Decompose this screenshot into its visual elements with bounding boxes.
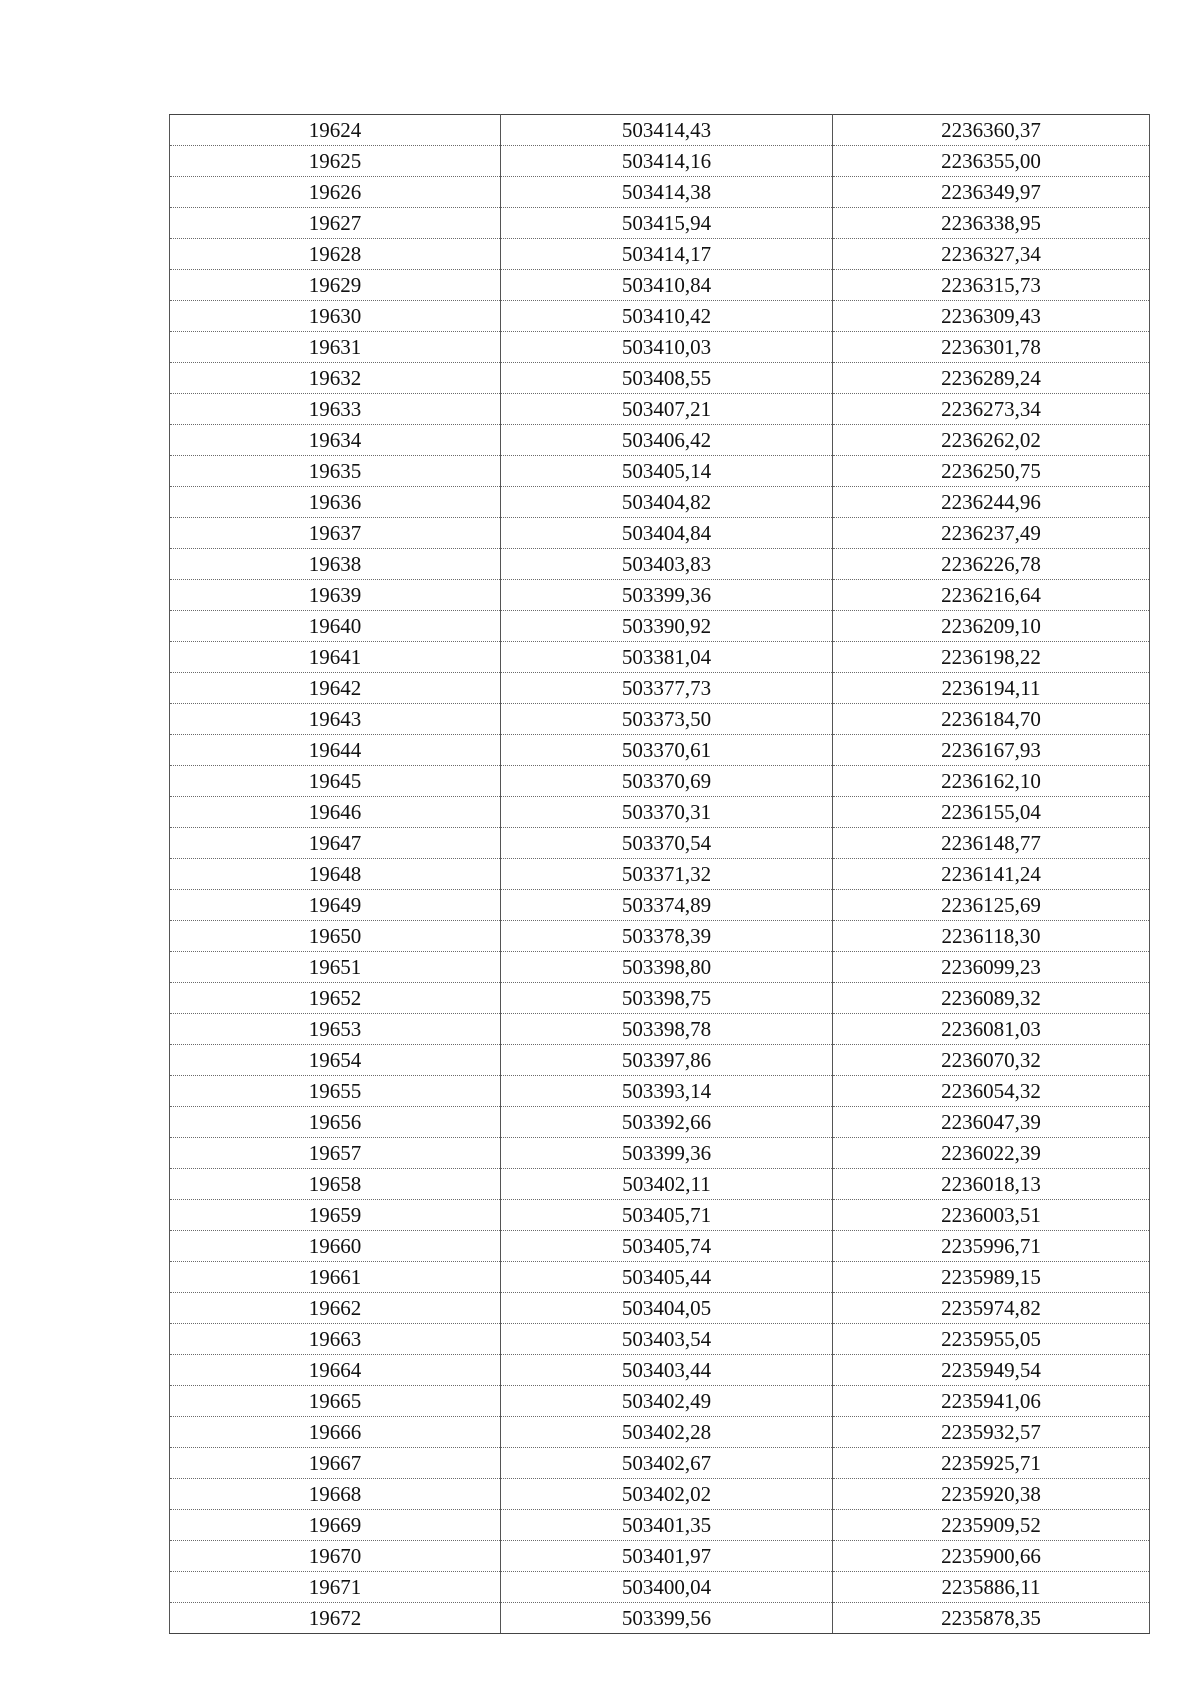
point-number-cell: 19640 [170,611,501,642]
table-row [170,673,1150,704]
x-coordinate-cell: 503370,54 [501,828,833,859]
point-number-cell: 19672 [170,1603,501,1634]
point-number-cell: 19649 [170,890,501,921]
x-coordinate-cell: 503381,04 [501,642,833,673]
x-coordinate-cell: 503377,73 [501,673,833,704]
point-number-cell: 19638 [170,549,501,580]
x-coordinate-cell: 503370,69 [501,766,833,797]
point-number-cell: 19666 [170,1417,501,1448]
table-row [170,1107,1150,1138]
table-row [170,1417,1150,1448]
x-coordinate-cell: 503400,04 [501,1572,833,1603]
point-number-cell: 19624 [170,115,501,146]
x-coordinate-cell: 503399,36 [501,1138,833,1169]
table-row [170,1386,1150,1417]
y-coordinate-cell: 2235932,57 [833,1417,1150,1448]
table-row [170,1045,1150,1076]
x-coordinate-cell: 503415,94 [501,208,833,239]
y-coordinate-cell: 2236018,13 [833,1169,1150,1200]
y-coordinate-cell: 2236162,10 [833,766,1150,797]
point-number-cell: 19637 [170,518,501,549]
point-number-cell: 19625 [170,146,501,177]
point-number-cell: 19631 [170,332,501,363]
table-row [170,704,1150,735]
table-row [170,1510,1150,1541]
x-coordinate-cell: 503406,42 [501,425,833,456]
x-coordinate-cell: 503404,82 [501,487,833,518]
x-coordinate-cell: 503410,42 [501,301,833,332]
x-coordinate-cell: 503405,44 [501,1262,833,1293]
point-number-cell: 19663 [170,1324,501,1355]
point-number-cell: 19659 [170,1200,501,1231]
point-number-cell: 19653 [170,1014,501,1045]
table-row [170,177,1150,208]
x-coordinate-cell: 503405,14 [501,456,833,487]
y-coordinate-cell: 2236184,70 [833,704,1150,735]
y-coordinate-cell: 2236273,34 [833,394,1150,425]
x-coordinate-cell: 503402,67 [501,1448,833,1479]
point-number-cell: 19654 [170,1045,501,1076]
point-number-cell: 19671 [170,1572,501,1603]
table-row [170,239,1150,270]
y-coordinate-cell: 2235949,54 [833,1355,1150,1386]
table-row [170,952,1150,983]
x-coordinate-cell: 503414,16 [501,146,833,177]
table-row [170,1603,1150,1634]
x-coordinate-cell: 503371,32 [501,859,833,890]
y-coordinate-cell: 2236125,69 [833,890,1150,921]
y-coordinate-cell: 2236118,30 [833,921,1150,952]
point-number-cell: 19626 [170,177,501,208]
y-coordinate-cell: 2236167,93 [833,735,1150,766]
point-number-cell: 19662 [170,1293,501,1324]
x-coordinate-cell: 503393,14 [501,1076,833,1107]
x-coordinate-cell: 503402,02 [501,1479,833,1510]
point-number-cell: 19660 [170,1231,501,1262]
x-coordinate-cell: 503397,86 [501,1045,833,1076]
table-row [170,1076,1150,1107]
x-coordinate-cell: 503370,31 [501,797,833,828]
table-row [170,1572,1150,1603]
y-coordinate-cell: 2236089,32 [833,983,1150,1014]
point-number-cell: 19665 [170,1386,501,1417]
x-coordinate-cell: 503374,89 [501,890,833,921]
point-number-cell: 19668 [170,1479,501,1510]
y-coordinate-cell: 2235878,35 [833,1603,1150,1634]
y-coordinate-cell: 2236327,34 [833,239,1150,270]
x-coordinate-cell: 503398,75 [501,983,833,1014]
y-coordinate-cell: 2235909,52 [833,1510,1150,1541]
point-number-cell: 19657 [170,1138,501,1169]
table-row [170,828,1150,859]
x-coordinate-cell: 503403,54 [501,1324,833,1355]
point-number-cell: 19647 [170,828,501,859]
table-row [170,1262,1150,1293]
y-coordinate-cell: 2236099,23 [833,952,1150,983]
point-number-cell: 19643 [170,704,501,735]
table-row [170,363,1150,394]
point-number-cell: 19664 [170,1355,501,1386]
y-coordinate-cell: 2236148,77 [833,828,1150,859]
x-coordinate-cell: 503414,38 [501,177,833,208]
y-coordinate-cell: 2236047,39 [833,1107,1150,1138]
point-number-cell: 19628 [170,239,501,270]
table-row [170,394,1150,425]
y-coordinate-cell: 2236289,24 [833,363,1150,394]
x-coordinate-cell: 503373,50 [501,704,833,735]
table-row [170,487,1150,518]
table-row [170,859,1150,890]
point-number-cell: 19646 [170,797,501,828]
x-coordinate-cell: 503399,36 [501,580,833,611]
y-coordinate-cell: 2236194,11 [833,673,1150,704]
table-row [170,425,1150,456]
table-row [170,456,1150,487]
point-number-cell: 19635 [170,456,501,487]
y-coordinate-cell: 2236237,49 [833,518,1150,549]
y-coordinate-cell: 2235920,38 [833,1479,1150,1510]
x-coordinate-cell: 503399,56 [501,1603,833,1634]
y-coordinate-cell: 2236262,02 [833,425,1150,456]
point-number-cell: 19644 [170,735,501,766]
table-row [170,1200,1150,1231]
point-number-cell: 19634 [170,425,501,456]
table-row [170,797,1150,828]
point-number-cell: 19630 [170,301,501,332]
point-number-cell: 19651 [170,952,501,983]
y-coordinate-cell: 2235925,71 [833,1448,1150,1479]
point-number-cell: 19655 [170,1076,501,1107]
point-number-cell: 19636 [170,487,501,518]
table-row [170,890,1150,921]
y-coordinate-cell: 2235900,66 [833,1541,1150,1572]
table-row [170,301,1150,332]
y-coordinate-cell: 2236355,00 [833,146,1150,177]
x-coordinate-cell: 503370,61 [501,735,833,766]
y-coordinate-cell: 2236250,75 [833,456,1150,487]
point-number-cell: 19658 [170,1169,501,1200]
x-coordinate-cell: 503410,84 [501,270,833,301]
x-coordinate-cell: 503401,35 [501,1510,833,1541]
x-coordinate-cell: 503398,78 [501,1014,833,1045]
x-coordinate-cell: 503404,84 [501,518,833,549]
table-row [170,735,1150,766]
table-row [170,611,1150,642]
table-row [170,1014,1150,1045]
y-coordinate-cell: 2236315,73 [833,270,1150,301]
y-coordinate-cell: 2236141,24 [833,859,1150,890]
coordinates-table-body [170,115,1150,1634]
x-coordinate-cell: 503398,80 [501,952,833,983]
x-coordinate-cell: 503404,05 [501,1293,833,1324]
table-row [170,766,1150,797]
y-coordinate-cell: 2236244,96 [833,487,1150,518]
point-number-cell: 19645 [170,766,501,797]
point-number-cell: 19661 [170,1262,501,1293]
y-coordinate-cell: 2235996,71 [833,1231,1150,1262]
coordinates-table [169,114,1150,1634]
table-row [170,332,1150,363]
y-coordinate-cell: 2236360,37 [833,115,1150,146]
table-row [170,1448,1150,1479]
table-row [170,1231,1150,1262]
y-coordinate-cell: 2236081,03 [833,1014,1150,1045]
y-coordinate-cell: 2236349,97 [833,177,1150,208]
y-coordinate-cell: 2236216,64 [833,580,1150,611]
table-row [170,1324,1150,1355]
point-number-cell: 19632 [170,363,501,394]
x-coordinate-cell: 503401,97 [501,1541,833,1572]
y-coordinate-cell: 2236338,95 [833,208,1150,239]
y-coordinate-cell: 2236070,32 [833,1045,1150,1076]
x-coordinate-cell: 503392,66 [501,1107,833,1138]
x-coordinate-cell: 503390,92 [501,611,833,642]
table-row [170,1293,1150,1324]
y-coordinate-cell: 2235955,05 [833,1324,1150,1355]
table-row [170,1479,1150,1510]
y-coordinate-cell: 2235989,15 [833,1262,1150,1293]
point-number-cell: 19652 [170,983,501,1014]
table-row [170,580,1150,611]
y-coordinate-cell: 2236198,22 [833,642,1150,673]
x-coordinate-cell: 503414,17 [501,239,833,270]
x-coordinate-cell: 503402,28 [501,1417,833,1448]
point-number-cell: 19648 [170,859,501,890]
table-row [170,921,1150,952]
point-number-cell: 19650 [170,921,501,952]
table-row [170,115,1150,146]
table-row [170,518,1150,549]
y-coordinate-cell: 2236054,32 [833,1076,1150,1107]
x-coordinate-cell: 503407,21 [501,394,833,425]
point-number-cell: 19641 [170,642,501,673]
x-coordinate-cell: 503378,39 [501,921,833,952]
y-coordinate-cell: 2236155,04 [833,797,1150,828]
table-row [170,1138,1150,1169]
point-number-cell: 19629 [170,270,501,301]
point-number-cell: 19670 [170,1541,501,1572]
x-coordinate-cell: 503414,43 [501,115,833,146]
table-row [170,208,1150,239]
x-coordinate-cell: 503405,71 [501,1200,833,1231]
x-coordinate-cell: 503408,55 [501,363,833,394]
table-row [170,642,1150,673]
x-coordinate-cell: 503402,49 [501,1386,833,1417]
point-number-cell: 19633 [170,394,501,425]
point-number-cell: 19627 [170,208,501,239]
y-coordinate-cell: 2236022,39 [833,1138,1150,1169]
point-number-cell: 19642 [170,673,501,704]
y-coordinate-cell: 2235974,82 [833,1293,1150,1324]
y-coordinate-cell: 2236003,51 [833,1200,1150,1231]
point-number-cell: 19656 [170,1107,501,1138]
y-coordinate-cell: 2235886,11 [833,1572,1150,1603]
table-row [170,549,1150,580]
table-row [170,270,1150,301]
y-coordinate-cell: 2236301,78 [833,332,1150,363]
table-row [170,1169,1150,1200]
y-coordinate-cell: 2236226,78 [833,549,1150,580]
table-row [170,1355,1150,1386]
table-row [170,1541,1150,1572]
x-coordinate-cell: 503403,83 [501,549,833,580]
x-coordinate-cell: 503405,74 [501,1231,833,1262]
point-number-cell: 19669 [170,1510,501,1541]
x-coordinate-cell: 503403,44 [501,1355,833,1386]
table-row [170,146,1150,177]
point-number-cell: 19667 [170,1448,501,1479]
y-coordinate-cell: 2236209,10 [833,611,1150,642]
y-coordinate-cell: 2236309,43 [833,301,1150,332]
x-coordinate-cell: 503410,03 [501,332,833,363]
point-number-cell: 19639 [170,580,501,611]
y-coordinate-cell: 2235941,06 [833,1386,1150,1417]
x-coordinate-cell: 503402,11 [501,1169,833,1200]
table-row [170,983,1150,1014]
